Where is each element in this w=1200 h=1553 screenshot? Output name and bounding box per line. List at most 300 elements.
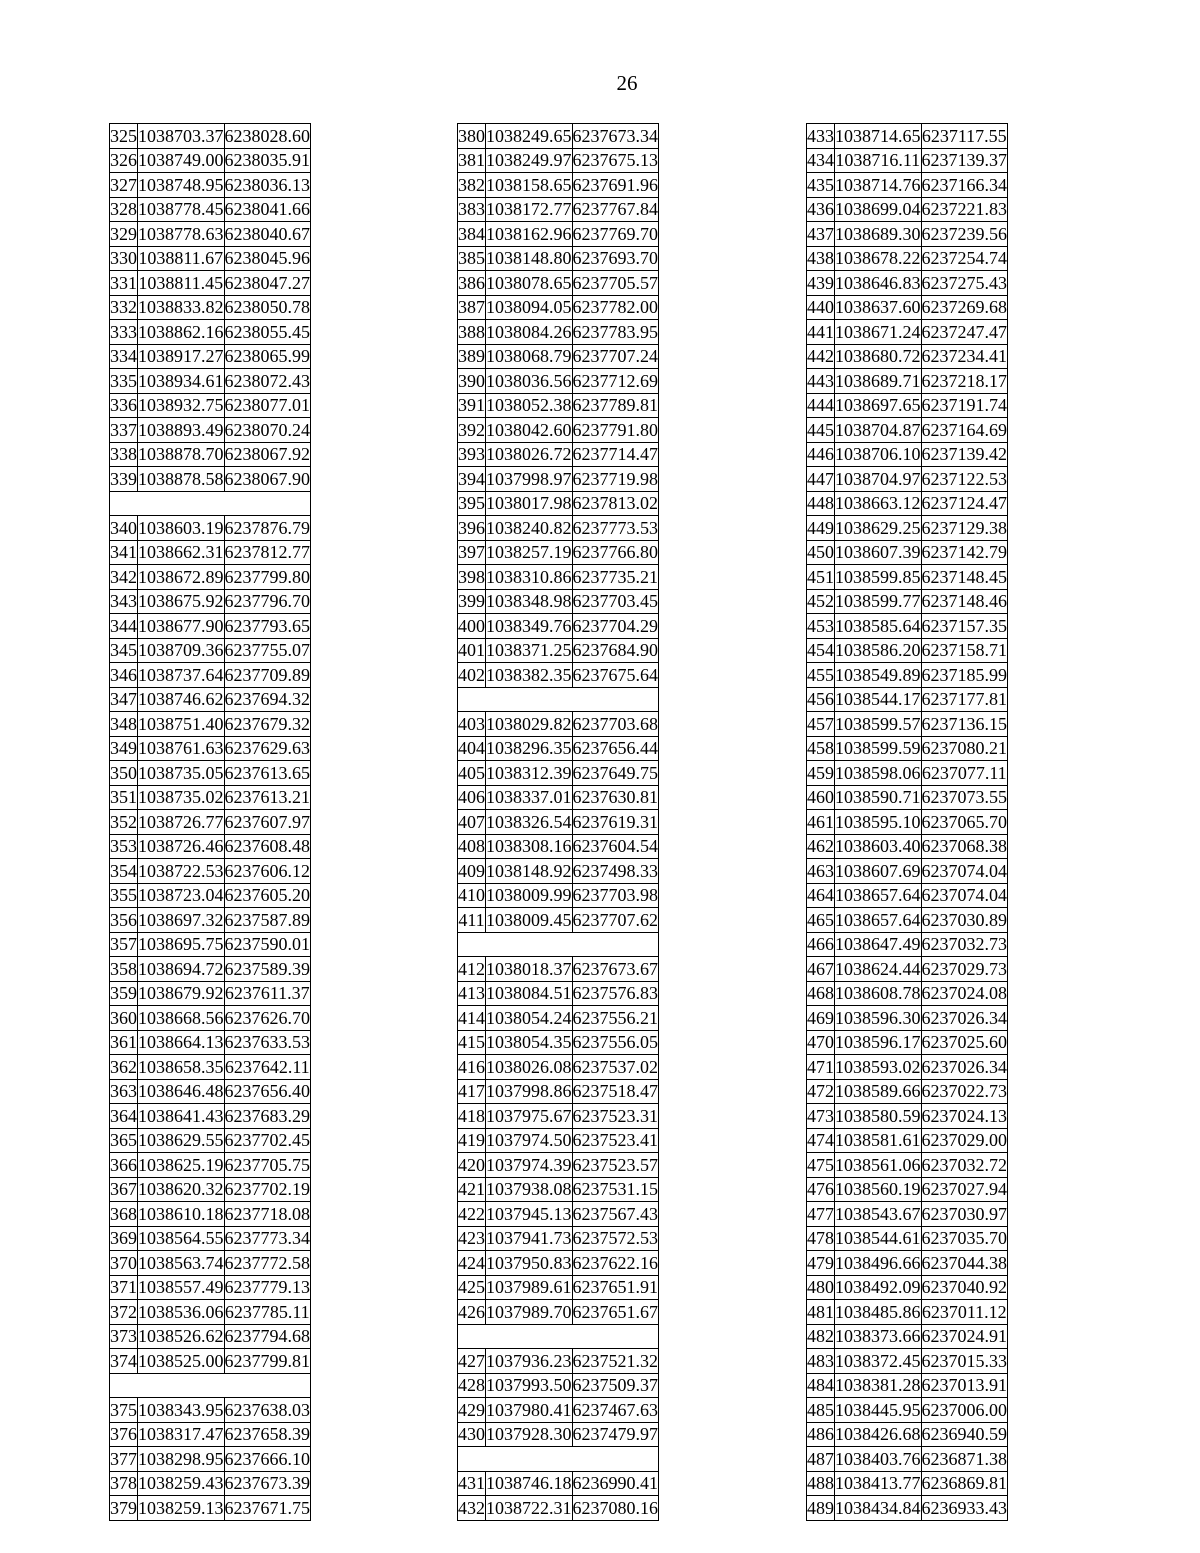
- y-coordinate: 6237576.83: [572, 981, 659, 1006]
- y-coordinate: 6237651.67: [572, 1300, 659, 1325]
- table-row: [110, 1006, 311, 1031]
- table-row: [110, 834, 311, 859]
- point-number: 334: [110, 344, 138, 369]
- table-row: [458, 859, 659, 884]
- table-row: [458, 442, 659, 467]
- x-coordinate: 1038746.62: [138, 687, 225, 712]
- empty-cell: [458, 687, 659, 712]
- x-coordinate: 1038704.87: [835, 418, 922, 443]
- point-number: 377: [110, 1447, 138, 1472]
- table-row: [807, 173, 1008, 198]
- x-coordinate: 1038878.58: [138, 467, 225, 492]
- table-row: [807, 712, 1008, 737]
- point-number: 472: [807, 1079, 835, 1104]
- point-number: 474: [807, 1128, 835, 1153]
- x-coordinate: 1038054.35: [486, 1030, 573, 1055]
- table-row: [807, 981, 1008, 1006]
- y-coordinate: 6237675.13: [572, 148, 659, 173]
- table-row: [458, 1226, 659, 1251]
- point-number: 354: [110, 859, 138, 884]
- y-coordinate: 6237656.40: [224, 1079, 311, 1104]
- separator-row: [458, 1324, 659, 1349]
- point-number: 405: [458, 761, 486, 786]
- point-number: 424: [458, 1251, 486, 1276]
- point-number: 486: [807, 1422, 835, 1447]
- y-coordinate: 6237703.98: [572, 883, 659, 908]
- x-coordinate: 1038068.79: [486, 344, 573, 369]
- point-number: 373: [110, 1324, 138, 1349]
- x-coordinate: 1038679.92: [138, 981, 225, 1006]
- x-coordinate: 1037989.61: [486, 1275, 573, 1300]
- x-coordinate: 1038084.26: [486, 320, 573, 345]
- y-coordinate: 6237275.43: [921, 271, 1008, 296]
- point-number: 460: [807, 785, 835, 810]
- point-number: 447: [807, 467, 835, 492]
- table-row: [110, 1324, 311, 1349]
- y-coordinate: 6237030.89: [921, 908, 1008, 933]
- x-coordinate: 1038694.72: [138, 957, 225, 982]
- y-coordinate: 6237691.96: [572, 173, 659, 198]
- x-coordinate: 1038748.95: [138, 173, 225, 198]
- y-coordinate: 6237782.00: [572, 295, 659, 320]
- x-coordinate: 1038373.66: [835, 1324, 922, 1349]
- table-row: [807, 785, 1008, 810]
- x-coordinate: 1037928.30: [486, 1422, 573, 1447]
- table-row: [110, 1030, 311, 1055]
- x-coordinate: 1038607.69: [835, 859, 922, 884]
- x-coordinate: 1038148.92: [486, 859, 573, 884]
- table-row: [110, 1153, 311, 1178]
- y-coordinate: 6237791.80: [572, 418, 659, 443]
- x-coordinate: 1038317.47: [138, 1422, 225, 1447]
- point-number: 380: [458, 124, 486, 149]
- table-row: [458, 222, 659, 247]
- point-number: 390: [458, 369, 486, 394]
- table-row: [110, 565, 311, 590]
- y-coordinate: 6237027.94: [921, 1177, 1008, 1202]
- x-coordinate: 1038598.06: [835, 761, 922, 786]
- x-coordinate: 1038735.05: [138, 761, 225, 786]
- x-coordinate: 1038761.63: [138, 736, 225, 761]
- y-coordinate: 6237683.29: [224, 1104, 311, 1129]
- y-coordinate: 6237702.45: [224, 1128, 311, 1153]
- point-number: 407: [458, 810, 486, 835]
- x-coordinate: 1038811.45: [138, 271, 225, 296]
- point-number: 469: [807, 1006, 835, 1031]
- separator-row: [458, 932, 659, 957]
- table-row: [807, 1496, 1008, 1521]
- point-number: 477: [807, 1202, 835, 1227]
- point-number: 343: [110, 589, 138, 614]
- table-row: [110, 320, 311, 345]
- point-number: 406: [458, 785, 486, 810]
- table-row: [458, 418, 659, 443]
- y-coordinate: 6237218.17: [921, 369, 1008, 394]
- table-row: [110, 1202, 311, 1227]
- x-coordinate: 1038017.98: [486, 491, 573, 516]
- empty-cell: [458, 932, 659, 957]
- point-number: 342: [110, 565, 138, 590]
- x-coordinate: 1037998.86: [486, 1079, 573, 1104]
- x-coordinate: 1038723.04: [138, 883, 225, 908]
- x-coordinate: 1038240.82: [486, 516, 573, 541]
- table-row: [110, 908, 311, 933]
- table-row: [458, 736, 659, 761]
- x-coordinate: 1038525.00: [138, 1349, 225, 1374]
- table-row: [458, 1373, 659, 1398]
- y-coordinate: 6237254.74: [921, 246, 1008, 271]
- table-row: [110, 467, 311, 492]
- y-coordinate: 6237521.32: [572, 1349, 659, 1374]
- y-coordinate: 6237735.21: [572, 565, 659, 590]
- x-coordinate: 1037974.39: [486, 1153, 573, 1178]
- x-coordinate: 1038026.08: [486, 1055, 573, 1080]
- table-row: [110, 271, 311, 296]
- table-row: [110, 883, 311, 908]
- x-coordinate: 1038544.61: [835, 1226, 922, 1251]
- table-row: [110, 418, 311, 443]
- y-coordinate: 6236990.41: [572, 1471, 659, 1496]
- x-coordinate: 1038259.13: [138, 1496, 225, 1521]
- point-number: 340: [110, 516, 138, 541]
- x-coordinate: 1038657.64: [835, 908, 922, 933]
- x-coordinate: 1038714.65: [835, 124, 922, 149]
- y-coordinate: 6237073.55: [921, 785, 1008, 810]
- point-number: 484: [807, 1373, 835, 1398]
- x-coordinate: 1038026.72: [486, 442, 573, 467]
- y-coordinate: 6237704.29: [572, 614, 659, 639]
- table-row: [807, 442, 1008, 467]
- table-row: [110, 1128, 311, 1153]
- x-coordinate: 1038607.39: [835, 540, 922, 565]
- x-coordinate: 1038726.46: [138, 834, 225, 859]
- table-row: [458, 761, 659, 786]
- x-coordinate: 1038249.65: [486, 124, 573, 149]
- table-row: [110, 1177, 311, 1202]
- y-coordinate: 6237719.98: [572, 467, 659, 492]
- y-coordinate: 6237793.65: [224, 614, 311, 639]
- x-coordinate: 1038557.49: [138, 1275, 225, 1300]
- table-row: [807, 271, 1008, 296]
- y-coordinate: 6238041.66: [224, 197, 311, 222]
- x-coordinate: 1038599.57: [835, 712, 922, 737]
- point-number: 333: [110, 320, 138, 345]
- table-row: [458, 1398, 659, 1423]
- y-coordinate: 6237671.75: [224, 1496, 311, 1521]
- y-coordinate: 6237556.21: [572, 1006, 659, 1031]
- y-coordinate: 6237642.11: [224, 1055, 311, 1080]
- point-number: 438: [807, 246, 835, 271]
- table-row: [458, 1177, 659, 1202]
- table-row: [807, 1300, 1008, 1325]
- x-coordinate: 1038172.77: [486, 197, 573, 222]
- table-row: [458, 1202, 659, 1227]
- point-number: 461: [807, 810, 835, 835]
- point-number: 427: [458, 1349, 486, 1374]
- x-coordinate: 1038485.86: [835, 1300, 922, 1325]
- x-coordinate: 1038625.19: [138, 1153, 225, 1178]
- x-coordinate: 1037938.08: [486, 1177, 573, 1202]
- table-row: [458, 1300, 659, 1325]
- point-number: 445: [807, 418, 835, 443]
- x-coordinate: 1038326.54: [486, 810, 573, 835]
- point-number: 416: [458, 1055, 486, 1080]
- y-coordinate: 6237589.39: [224, 957, 311, 982]
- point-number: 423: [458, 1226, 486, 1251]
- x-coordinate: 1038629.25: [835, 516, 922, 541]
- x-coordinate: 1038029.82: [486, 712, 573, 737]
- y-coordinate: 6237556.05: [572, 1030, 659, 1055]
- table-row: [807, 1006, 1008, 1031]
- table-row: [807, 393, 1008, 418]
- table-row: [807, 1251, 1008, 1276]
- point-number: 480: [807, 1275, 835, 1300]
- y-coordinate: 6237619.31: [572, 810, 659, 835]
- point-number: 401: [458, 638, 486, 663]
- point-number: 410: [458, 883, 486, 908]
- table-row: [458, 810, 659, 835]
- y-coordinate: 6237026.34: [921, 1006, 1008, 1031]
- table-row: [458, 491, 659, 516]
- x-coordinate: 1038699.04: [835, 197, 922, 222]
- x-coordinate: 1038716.11: [835, 148, 922, 173]
- y-coordinate: 6237799.80: [224, 565, 311, 590]
- table-row: [458, 295, 659, 320]
- table-row: [110, 785, 311, 810]
- point-number: 464: [807, 883, 835, 908]
- point-number: 371: [110, 1275, 138, 1300]
- point-number: 413: [458, 981, 486, 1006]
- y-coordinate: 6237613.65: [224, 761, 311, 786]
- x-coordinate: 1038349.76: [486, 614, 573, 639]
- point-number: 383: [458, 197, 486, 222]
- x-coordinate: 1038680.72: [835, 344, 922, 369]
- y-coordinate: 6237166.34: [921, 173, 1008, 198]
- x-coordinate: 1038158.65: [486, 173, 573, 198]
- table-row: [807, 908, 1008, 933]
- x-coordinate: 1038536.06: [138, 1300, 225, 1325]
- point-number: 437: [807, 222, 835, 247]
- y-coordinate: 6238035.91: [224, 148, 311, 173]
- x-coordinate: 1038343.95: [138, 1398, 225, 1423]
- table-row: [807, 1128, 1008, 1153]
- point-number: 442: [807, 344, 835, 369]
- y-coordinate: 6237467.63: [572, 1398, 659, 1423]
- x-coordinate: 1038162.96: [486, 222, 573, 247]
- table-row: [110, 1496, 311, 1521]
- x-coordinate: 1038561.06: [835, 1153, 922, 1178]
- point-number: 346: [110, 663, 138, 688]
- y-coordinate: 6237608.48: [224, 834, 311, 859]
- y-coordinate: 6237024.08: [921, 981, 1008, 1006]
- point-number: 421: [458, 1177, 486, 1202]
- table-row: [807, 197, 1008, 222]
- table-row: [807, 1324, 1008, 1349]
- y-coordinate: 6237158.71: [921, 638, 1008, 663]
- table-row: [458, 785, 659, 810]
- point-number: 363: [110, 1079, 138, 1104]
- x-coordinate: 1038018.37: [486, 957, 573, 982]
- table-row: [807, 516, 1008, 541]
- y-coordinate: 6237080.21: [921, 736, 1008, 761]
- x-coordinate: 1038078.65: [486, 271, 573, 296]
- x-coordinate: 1038580.59: [835, 1104, 922, 1129]
- point-number: 403: [458, 712, 486, 737]
- table-row: [110, 589, 311, 614]
- point-number: 414: [458, 1006, 486, 1031]
- x-coordinate: 1038585.64: [835, 614, 922, 639]
- table-row: [807, 222, 1008, 247]
- point-number: 454: [807, 638, 835, 663]
- y-coordinate: 6238028.60: [224, 124, 311, 149]
- y-coordinate: 6236933.43: [921, 1496, 1008, 1521]
- coordinate-table-3: [806, 123, 1008, 1521]
- point-number: 327: [110, 173, 138, 198]
- x-coordinate: 1038148.80: [486, 246, 573, 271]
- y-coordinate: 6237705.57: [572, 271, 659, 296]
- y-coordinate: 6237703.45: [572, 589, 659, 614]
- x-coordinate: 1037980.41: [486, 1398, 573, 1423]
- point-number: 473: [807, 1104, 835, 1129]
- empty-cell: [458, 1447, 659, 1472]
- y-coordinate: 6237684.90: [572, 638, 659, 663]
- point-number: 409: [458, 859, 486, 884]
- y-coordinate: 6237630.81: [572, 785, 659, 810]
- y-coordinate: 6237796.70: [224, 589, 311, 614]
- y-coordinate: 6237537.02: [572, 1055, 659, 1080]
- table-row: [458, 344, 659, 369]
- y-coordinate: 6237221.83: [921, 197, 1008, 222]
- y-coordinate: 6237673.67: [572, 957, 659, 982]
- x-coordinate: 1038862.16: [138, 320, 225, 345]
- x-coordinate: 1038608.78: [835, 981, 922, 1006]
- point-number: 369: [110, 1226, 138, 1251]
- table-row: [807, 369, 1008, 394]
- x-coordinate: 1038496.66: [835, 1251, 922, 1276]
- y-coordinate: 6237024.91: [921, 1324, 1008, 1349]
- y-coordinate: 6237813.02: [572, 491, 659, 516]
- point-number: 328: [110, 197, 138, 222]
- point-number: 365: [110, 1128, 138, 1153]
- y-coordinate: 6237622.16: [572, 1251, 659, 1276]
- point-number: 418: [458, 1104, 486, 1129]
- table-row: [807, 1055, 1008, 1080]
- x-coordinate: 1038544.17: [835, 687, 922, 712]
- point-number: 359: [110, 981, 138, 1006]
- table-row: [807, 810, 1008, 835]
- point-number: 382: [458, 173, 486, 198]
- y-coordinate: 6237030.97: [921, 1202, 1008, 1227]
- x-coordinate: 1038595.10: [835, 810, 922, 835]
- x-coordinate: 1038695.75: [138, 932, 225, 957]
- x-coordinate: 1038599.59: [835, 736, 922, 761]
- table-row: [807, 418, 1008, 443]
- x-coordinate: 1038564.55: [138, 1226, 225, 1251]
- table-row: [807, 1447, 1008, 1472]
- table-row: [458, 197, 659, 222]
- table-row: [458, 1251, 659, 1276]
- point-number: 475: [807, 1153, 835, 1178]
- point-number: 367: [110, 1177, 138, 1202]
- y-coordinate: 6237498.33: [572, 859, 659, 884]
- point-number: 347: [110, 687, 138, 712]
- x-coordinate: 1038737.64: [138, 663, 225, 688]
- point-number: 376: [110, 1422, 138, 1447]
- table-row: [807, 1153, 1008, 1178]
- x-coordinate: 1038647.49: [835, 932, 922, 957]
- table-row: [807, 736, 1008, 761]
- point-number: 456: [807, 687, 835, 712]
- table-row: [807, 1398, 1008, 1423]
- y-coordinate: 6237523.57: [572, 1153, 659, 1178]
- table-row: [110, 1251, 311, 1276]
- table-row: [458, 834, 659, 859]
- x-coordinate: 1037993.50: [486, 1373, 573, 1398]
- point-number: 397: [458, 540, 486, 565]
- y-coordinate: 6237794.68: [224, 1324, 311, 1349]
- x-coordinate: 1038672.89: [138, 565, 225, 590]
- table-row: [110, 932, 311, 957]
- y-coordinate: 6238055.45: [224, 320, 311, 345]
- y-coordinate: 6237633.53: [224, 1030, 311, 1055]
- separator-row: [110, 1373, 311, 1398]
- point-number: 448: [807, 491, 835, 516]
- y-coordinate: 6237789.81: [572, 393, 659, 418]
- point-number: 411: [458, 908, 486, 933]
- y-coordinate: 6237709.89: [224, 663, 311, 688]
- table-row: [110, 1471, 311, 1496]
- x-coordinate: 1038596.17: [835, 1030, 922, 1055]
- x-coordinate: 1038382.35: [486, 663, 573, 688]
- table-row: [110, 712, 311, 737]
- y-coordinate: 6237013.91: [921, 1373, 1008, 1398]
- x-coordinate: 1038706.10: [835, 442, 922, 467]
- point-number: 482: [807, 1324, 835, 1349]
- table-row: [458, 1349, 659, 1374]
- y-coordinate: 6238047.27: [224, 271, 311, 296]
- point-number: 435: [807, 173, 835, 198]
- x-coordinate: 1038624.44: [835, 957, 922, 982]
- point-number: 467: [807, 957, 835, 982]
- x-coordinate: 1038668.56: [138, 1006, 225, 1031]
- point-number: 374: [110, 1349, 138, 1374]
- x-coordinate: 1038637.60: [835, 295, 922, 320]
- y-coordinate: 6237572.53: [572, 1226, 659, 1251]
- y-coordinate: 6237773.53: [572, 516, 659, 541]
- table-row: [807, 687, 1008, 712]
- y-coordinate: 6237139.37: [921, 148, 1008, 173]
- x-coordinate: 1038426.68: [835, 1422, 922, 1447]
- x-coordinate: 1037998.97: [486, 467, 573, 492]
- table-row: [458, 1079, 659, 1104]
- point-number: 439: [807, 271, 835, 296]
- x-coordinate: 1038337.01: [486, 785, 573, 810]
- x-coordinate: 1038036.56: [486, 369, 573, 394]
- point-number: 352: [110, 810, 138, 835]
- table-row: [458, 883, 659, 908]
- table-row: [110, 1447, 311, 1472]
- table-row: [110, 638, 311, 663]
- point-number: 465: [807, 908, 835, 933]
- table-row: [807, 491, 1008, 516]
- y-coordinate: 6237702.19: [224, 1177, 311, 1202]
- y-coordinate: 6237523.41: [572, 1128, 659, 1153]
- table-row: [458, 271, 659, 296]
- table-row: [458, 1104, 659, 1129]
- point-number: 345: [110, 638, 138, 663]
- table-row: [458, 1006, 659, 1031]
- x-coordinate: 1038620.32: [138, 1177, 225, 1202]
